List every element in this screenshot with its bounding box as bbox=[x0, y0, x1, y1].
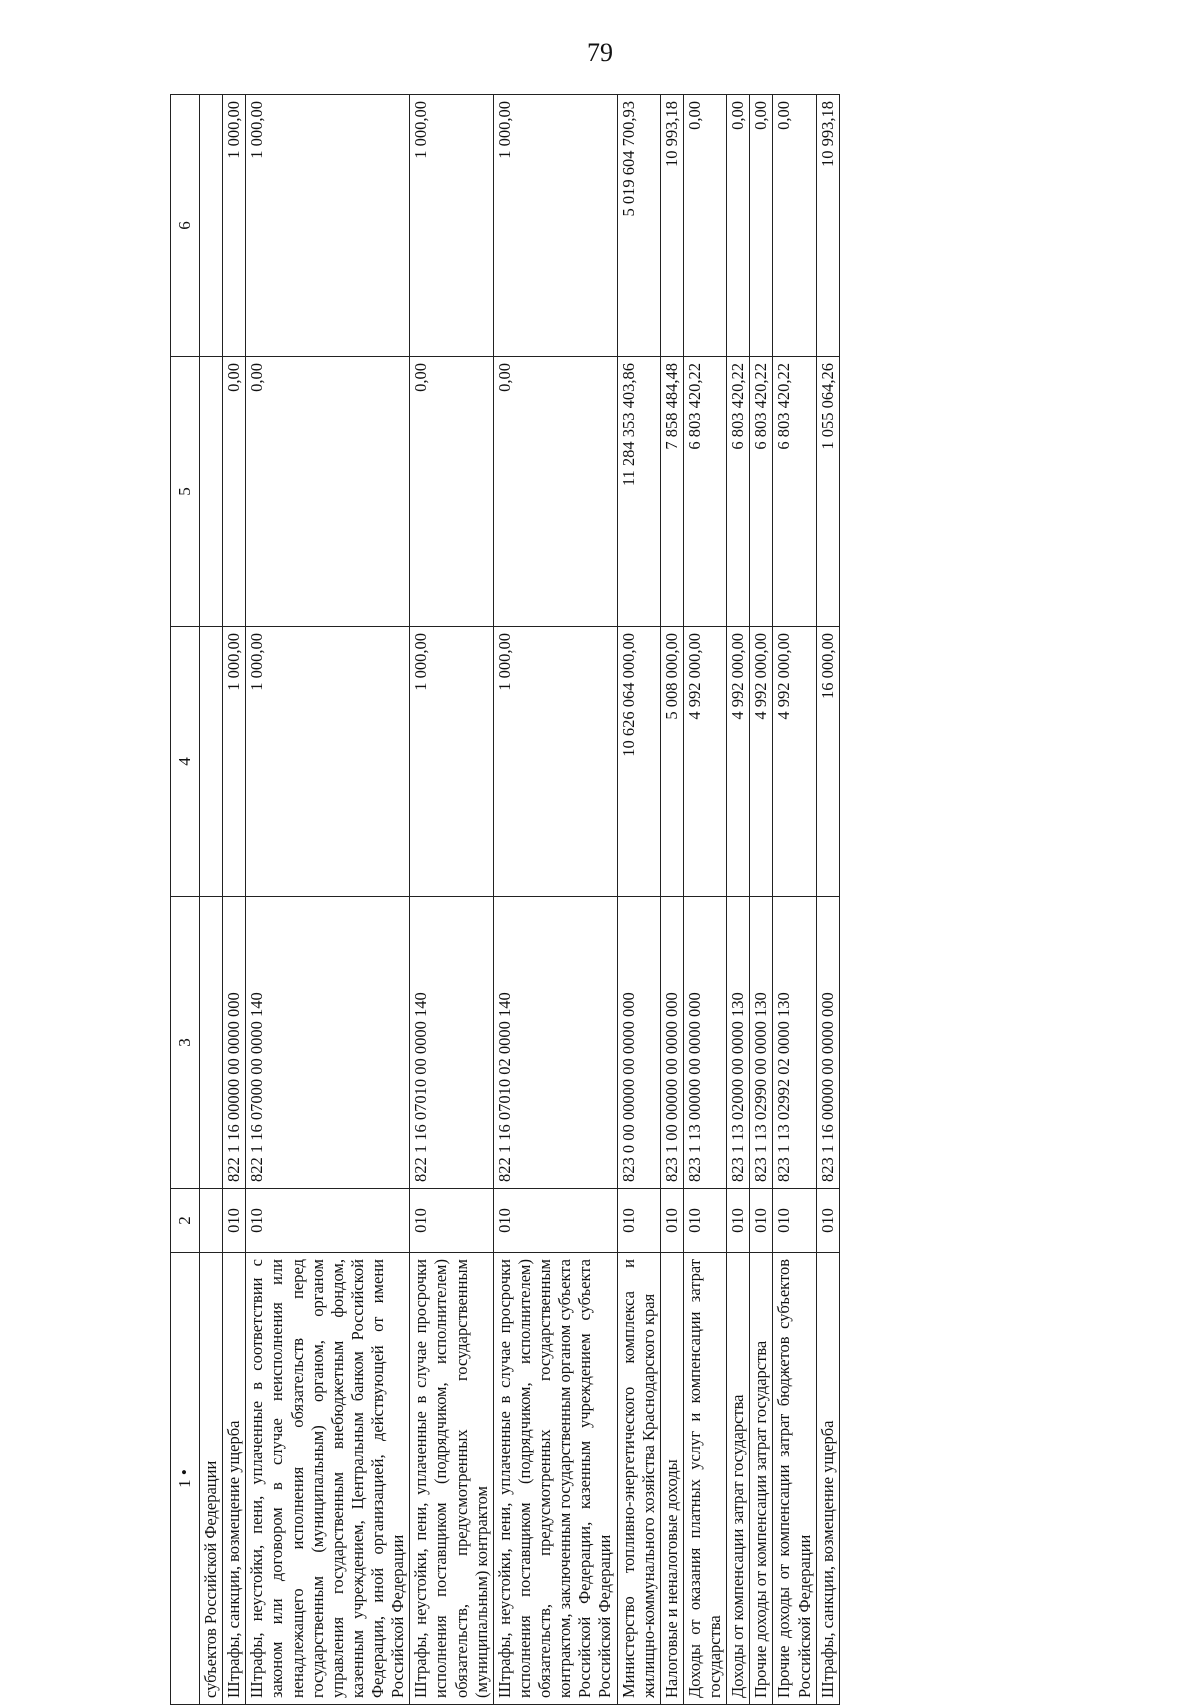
table-header-row bbox=[171, 95, 200, 1705]
row-col4: 1 000,00 bbox=[493, 627, 617, 897]
row-name: Штрафы, неустойки, пени, уплаченные в случае просрочки исполнения поставщиком (подрядчиком, исполнителем) обязательств, предусмотренных государственным контрактом, заключенным государственным органом субъекта Российской Федерации, казенным учреждением субъекта Российской Федерации bbox=[493, 1253, 617, 1705]
row-kbk: 823 0 00 00000 00 0000 000 bbox=[617, 897, 660, 1189]
header-col-5: 5 bbox=[171, 357, 200, 627]
row-code: 010 bbox=[773, 1189, 816, 1253]
row-col6: 1 000,00 bbox=[246, 95, 410, 357]
revenue-table bbox=[170, 94, 840, 1705]
row-name: Штрафы, санкции, возмещение ущерба bbox=[223, 1253, 246, 1705]
row-col6: 10 993,18 bbox=[660, 95, 683, 357]
row-col6: 5 019 604 700,93 bbox=[617, 95, 660, 357]
table-row bbox=[493, 95, 617, 1705]
row-name: Министерство топливно-энергетического комплекса и жилищно-коммунального хозяйства Краснодарского края bbox=[617, 1253, 660, 1705]
row-code: 010 bbox=[246, 1189, 410, 1253]
header-col-4: 4 bbox=[171, 627, 200, 897]
row-col5: 1 055 064,26 bbox=[816, 357, 839, 627]
row-col4: 1 000,00 bbox=[223, 627, 246, 897]
row-name: Налоговые и неналоговые доходы bbox=[660, 1253, 683, 1705]
row-col5: 6 803 420,22 bbox=[750, 357, 773, 627]
row-col4: 1 000,00 bbox=[410, 627, 494, 897]
row-name: Штрафы, неустойки, пени, уплаченные в соответствии с законом или договором в случае неисполнения или ненадлежащего исполнения обязательств перед государственным (муниципальным) органом, органом управления государственным внебюджетным фондом, казенным учреждением, Центральным банком Российской Федерации, иной организацией, действующей от имени Российской Федерации bbox=[246, 1253, 410, 1705]
header-col-2: 2 bbox=[171, 1189, 200, 1253]
row-name: Доходы от оказания платных услуг и компенсации затрат государства bbox=[683, 1253, 726, 1705]
row-col4: 5 008 000,00 bbox=[660, 627, 683, 897]
table-row bbox=[683, 95, 726, 1705]
row-kbk: 823 1 13 02990 00 0000 130 bbox=[750, 897, 773, 1189]
row-col5: 0,00 bbox=[223, 357, 246, 627]
table-row bbox=[617, 95, 660, 1705]
row-col5: 0,00 bbox=[493, 357, 617, 627]
row-col6: 1 000,00 bbox=[493, 95, 617, 357]
row-col4: 4 992 000,00 bbox=[683, 627, 726, 897]
row-col6: 1 000,00 bbox=[410, 95, 494, 357]
table-row bbox=[773, 95, 816, 1705]
row-kbk: 823 1 16 00000 00 0000 000 bbox=[816, 897, 839, 1189]
row-col5: 6 803 420,22 bbox=[727, 357, 750, 627]
row-code: 010 bbox=[816, 1189, 839, 1253]
page-number: 79 bbox=[587, 38, 613, 67]
row-col6: 0,00 bbox=[750, 95, 773, 357]
header-col-3: 3 bbox=[171, 897, 200, 1189]
row-code: 010 bbox=[223, 1189, 246, 1253]
table-row bbox=[410, 95, 494, 1705]
row-col4: 4 992 000,00 bbox=[750, 627, 773, 897]
row-kbk: 823 1 13 02000 00 0000 130 bbox=[727, 897, 750, 1189]
row-kbk: 823 1 00 00000 00 0000 000 bbox=[660, 897, 683, 1189]
table-row bbox=[816, 95, 839, 1705]
row-col5: 11 284 353 403,86 bbox=[617, 357, 660, 627]
row-kbk bbox=[200, 897, 223, 1189]
row-kbk: 822 1 16 07010 00 0000 140 bbox=[410, 897, 494, 1189]
row-name: Штрафы, санкции, возмещение ущерба bbox=[816, 1253, 839, 1705]
row-code: 010 bbox=[410, 1189, 494, 1253]
row-col5: 7 858 484,48 bbox=[660, 357, 683, 627]
row-col4: 16 000,00 bbox=[816, 627, 839, 897]
row-kbk: 822 1 16 07000 00 0000 140 bbox=[246, 897, 410, 1189]
row-col6: 0,00 bbox=[773, 95, 816, 357]
rotated-table-frame bbox=[170, 95, 1100, 1705]
row-name: субъектов Российской Федерации bbox=[200, 1253, 223, 1705]
row-col5: 0,00 bbox=[410, 357, 494, 627]
header-col-1: 1 • bbox=[171, 1253, 200, 1705]
row-col5: 6 803 420,22 bbox=[683, 357, 726, 627]
row-col4: 4 992 000,00 bbox=[773, 627, 816, 897]
table-row bbox=[223, 95, 246, 1705]
row-col6 bbox=[200, 95, 223, 357]
row-code: 010 bbox=[660, 1189, 683, 1253]
row-col4: 1 000,00 bbox=[246, 627, 410, 897]
table-row bbox=[660, 95, 683, 1705]
row-col5: 6 803 420,22 bbox=[773, 357, 816, 627]
row-name: Доходы от компенсации затрат государства bbox=[727, 1253, 750, 1705]
table-row bbox=[727, 95, 750, 1705]
row-name: Прочие доходы от компенсации затрат бюджетов субъектов Российской Федерации bbox=[773, 1253, 816, 1705]
header-col-6: 6 bbox=[171, 95, 200, 357]
row-name: Прочие доходы от компенсации затрат государства bbox=[750, 1253, 773, 1705]
row-col6: 1 000,00 bbox=[223, 95, 246, 357]
row-col6: 0,00 bbox=[727, 95, 750, 357]
row-col4: 10 626 064 000,00 bbox=[617, 627, 660, 897]
row-code: 010 bbox=[750, 1189, 773, 1253]
row-col5: 0,00 bbox=[246, 357, 410, 627]
row-col6: 10 993,18 bbox=[816, 95, 839, 357]
row-code: 010 bbox=[617, 1189, 660, 1253]
row-col4 bbox=[200, 627, 223, 897]
row-code: 010 bbox=[493, 1189, 617, 1253]
row-code: 010 bbox=[727, 1189, 750, 1253]
table-row bbox=[246, 95, 410, 1705]
row-code: 010 bbox=[683, 1189, 726, 1253]
row-col5 bbox=[200, 357, 223, 627]
table-row bbox=[750, 95, 773, 1705]
table-row bbox=[200, 95, 223, 1705]
row-kbk: 822 1 16 00000 00 0000 000 bbox=[223, 897, 246, 1189]
row-code bbox=[200, 1189, 223, 1253]
row-kbk: 823 1 13 02992 02 0000 130 bbox=[773, 897, 816, 1189]
row-kbk: 822 1 16 07010 02 0000 140 bbox=[493, 897, 617, 1189]
row-kbk: 823 1 13 00000 00 0000 000 bbox=[683, 897, 726, 1189]
row-col4: 4 992 000,00 bbox=[727, 627, 750, 897]
row-name: Штрафы, неустойки, пени, уплаченные в случае просрочки исполнения поставщиком (подрядчиком, исполнителем) обязательств, предусмотренных государственным (муниципальным) контрактом bbox=[410, 1253, 494, 1705]
row-col6: 0,00 bbox=[683, 95, 726, 357]
